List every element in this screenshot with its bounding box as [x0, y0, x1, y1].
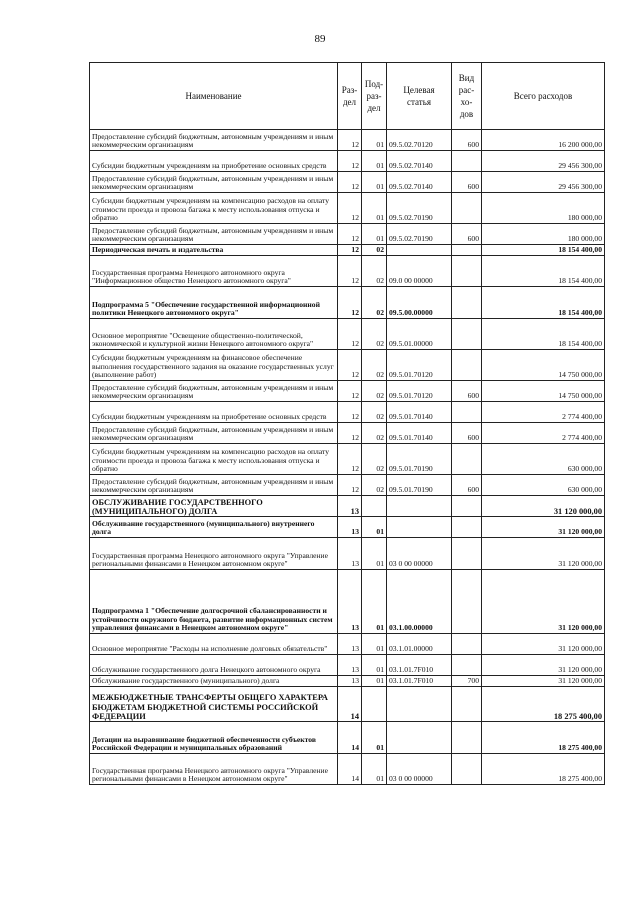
cell-total: 18 154 400,00 — [482, 256, 605, 287]
cell-total: 31 120 000,00 — [482, 517, 605, 538]
cell-vid — [452, 319, 482, 350]
cell-total: 29 456 300,00 — [482, 172, 605, 193]
cell-vid: 600 — [452, 130, 482, 151]
cell-article — [387, 517, 452, 538]
table-row — [90, 224, 605, 245]
cell-podrazdel: 01 — [362, 193, 387, 224]
cell-total: 630 000,00 — [482, 444, 605, 475]
cell-vid — [452, 350, 482, 381]
cell-name: Предоставление субсидий бюджетным, автономным учреждениям и иным некоммерческим организациям — [90, 423, 338, 444]
table-row — [90, 754, 605, 785]
cell-podrazdel: 02 — [362, 444, 387, 475]
table-row — [90, 538, 605, 570]
cell-article: 09.5.02.70190 — [387, 193, 452, 224]
cell-total: 180 000,00 — [482, 224, 605, 245]
cell-razdel: 12 — [338, 193, 362, 224]
cell-total: 18 154 400,00 — [482, 287, 605, 319]
table-row — [90, 193, 605, 224]
cell-podrazdel — [362, 687, 387, 722]
cell-razdel: 12 — [338, 256, 362, 287]
cell-razdel: 13 — [338, 496, 362, 517]
cell-total: 16 200 000,00 — [482, 130, 605, 151]
cell-article: 09.5.01.70140 — [387, 423, 452, 444]
cell-vid — [452, 444, 482, 475]
cell-razdel: 12 — [338, 224, 362, 245]
cell-name: Предоставление субсидий бюджетным, автономным учреждениям и иным некоммерческим организациям — [90, 130, 338, 151]
table-row — [90, 517, 605, 538]
table-header-row — [90, 63, 605, 130]
cell-podrazdel: 01 — [362, 754, 387, 785]
table-row — [90, 423, 605, 444]
cell-article: 09.5.02.70140 — [387, 172, 452, 193]
table-row — [90, 256, 605, 287]
cell-vid — [452, 634, 482, 655]
cell-vid — [452, 538, 482, 570]
cell-podrazdel: 01 — [362, 172, 387, 193]
cell-vid — [452, 287, 482, 319]
table-row — [90, 151, 605, 172]
cell-razdel: 12 — [338, 423, 362, 444]
cell-article: 09.5.01.70120 — [387, 350, 452, 381]
cell-vid — [452, 722, 482, 754]
table-row — [90, 496, 605, 517]
expenditure-table — [89, 62, 605, 785]
cell-name: Государственная программа Ненецкого автономного округа "Управление региональными финансами в Ненецком автономном округе" — [90, 754, 338, 785]
cell-podrazdel: 01 — [362, 722, 387, 754]
cell-name: Дотации на выравнивание бюджетной обеспеченности субъектов Российской Федерации и муниципальных образований — [90, 722, 338, 754]
table-row — [90, 172, 605, 193]
cell-razdel: 12 — [338, 444, 362, 475]
cell-article: 09.5.01.70120 — [387, 381, 452, 402]
cell-razdel: 13 — [338, 538, 362, 570]
header-article: Целевая статья — [387, 63, 452, 130]
cell-name: ОБСЛУЖИВАНИЕ ГОСУДАРСТВЕННОГО (МУНИЦИПАЛЬНОГО) ДОЛГА — [90, 496, 338, 517]
cell-podrazdel: 02 — [362, 402, 387, 423]
cell-total: 18 154 400,00 — [482, 319, 605, 350]
table-row — [90, 444, 605, 475]
cell-podrazdel: 02 — [362, 475, 387, 496]
cell-razdel: 14 — [338, 687, 362, 722]
cell-name: Обслуживание государственного долга Ненецкого автономного округа — [90, 655, 338, 676]
cell-razdel: 12 — [338, 402, 362, 423]
cell-total: 29 456 300,00 — [482, 151, 605, 172]
cell-name: Предоставление субсидий бюджетным, автономным учреждениям и иным некоммерческим организациям — [90, 172, 338, 193]
cell-article: 09.5.02.70140 — [387, 151, 452, 172]
cell-podrazdel: 01 — [362, 538, 387, 570]
cell-podrazdel: 02 — [362, 423, 387, 444]
table-row — [90, 570, 605, 634]
table-row — [90, 245, 605, 256]
cell-vid: 600 — [452, 172, 482, 193]
cell-razdel: 13 — [338, 676, 362, 687]
cell-razdel: 12 — [338, 475, 362, 496]
cell-article — [387, 687, 452, 722]
cell-name: Субсидии бюджетным учреждениям на приобретение основных средств — [90, 402, 338, 423]
cell-vid — [452, 151, 482, 172]
cell-name: Периодическая печать и издательства — [90, 245, 338, 256]
table-row — [90, 287, 605, 319]
cell-vid: 600 — [452, 423, 482, 444]
cell-total: 31 120 000,00 — [482, 676, 605, 687]
cell-name: Подпрограмма 5 "Обеспечение государственной информационной политики Ненецкого автономного округа" — [90, 287, 338, 319]
cell-vid — [452, 687, 482, 722]
header-vid: Вид рас- хо- дов — [452, 63, 482, 130]
header-razdel: Раз- дел — [338, 63, 362, 130]
cell-razdel: 13 — [338, 570, 362, 634]
cell-name: Основное мероприятие "Расходы на исполнение долговых обязательств" — [90, 634, 338, 655]
cell-name: Субсидии бюджетным учреждениям на компенсацию расходов на оплату стоимости проезда и провоза багажа к месту использования отпуска и обратно — [90, 444, 338, 475]
table-row — [90, 350, 605, 381]
cell-razdel: 12 — [338, 151, 362, 172]
cell-total: 18 275 400,00 — [482, 722, 605, 754]
table-row — [90, 655, 605, 676]
cell-name: МЕЖБЮДЖЕТНЫЕ ТРАНСФЕРТЫ ОБЩЕГО ХАРАКТЕРА БЮДЖЕТАМ БЮДЖЕТНОЙ СИСТЕМЫ РОССИЙСКОЙ ФЕДЕРАЦИИ — [90, 687, 338, 722]
cell-vid: 600 — [452, 224, 482, 245]
cell-total: 31 120 000,00 — [482, 538, 605, 570]
cell-podrazdel: 01 — [362, 655, 387, 676]
cell-vid — [452, 402, 482, 423]
cell-total: 2 774 400,00 — [482, 423, 605, 444]
cell-total: 31 120 000,00 — [482, 634, 605, 655]
cell-podrazdel: 01 — [362, 676, 387, 687]
cell-total: 14 750 000,00 — [482, 381, 605, 402]
header-name: Наименование — [90, 63, 338, 130]
cell-vid — [452, 245, 482, 256]
cell-name: Предоставление субсидий бюджетным, автономным учреждениям и иным некоммерческим организациям — [90, 475, 338, 496]
page-number: 89 — [314, 33, 326, 45]
cell-name: Обслуживание государственного (муниципального) долга — [90, 676, 338, 687]
cell-razdel: 12 — [338, 287, 362, 319]
cell-name: Предоставление субсидий бюджетным, автономным учреждениям и иным некоммерческим организациям — [90, 224, 338, 245]
cell-podrazdel: 01 — [362, 570, 387, 634]
cell-total: 2 774 400,00 — [482, 402, 605, 423]
cell-razdel: 12 — [338, 381, 362, 402]
cell-total: 18 275 400,00 — [482, 687, 605, 722]
cell-total: 180 000,00 — [482, 193, 605, 224]
cell-article: 09.5.01.70140 — [387, 402, 452, 423]
cell-podrazdel: 02 — [362, 350, 387, 381]
table-row — [90, 319, 605, 350]
cell-total: 31 120 000,00 — [482, 655, 605, 676]
table-row — [90, 130, 605, 151]
cell-name: Субсидии бюджетным учреждениям на финансовое обеспечение выполнения государственного задания на оказание государственных услуг (выполнение работ) — [90, 350, 338, 381]
cell-name: Обслуживание государственного (муниципального) внутреннего долга — [90, 517, 338, 538]
cell-article — [387, 245, 452, 256]
cell-razdel: 12 — [338, 319, 362, 350]
cell-razdel: 12 — [338, 172, 362, 193]
cell-article: 03 0 00 00000 — [387, 538, 452, 570]
cell-razdel: 12 — [338, 245, 362, 256]
header-total: Всего расходов — [482, 63, 605, 130]
cell-vid — [452, 570, 482, 634]
cell-vid — [452, 517, 482, 538]
cell-razdel: 13 — [338, 517, 362, 538]
table-row — [90, 402, 605, 423]
cell-podrazdel: 02 — [362, 256, 387, 287]
cell-razdel: 12 — [338, 130, 362, 151]
cell-vid: 600 — [452, 381, 482, 402]
cell-podrazdel: 02 — [362, 381, 387, 402]
cell-vid: 700 — [452, 676, 482, 687]
cell-article: 03.1.01.7F010 — [387, 676, 452, 687]
cell-vid — [452, 496, 482, 517]
cell-podrazdel: 01 — [362, 130, 387, 151]
cell-article — [387, 722, 452, 754]
cell-podrazdel: 01 — [362, 151, 387, 172]
cell-razdel: 14 — [338, 754, 362, 785]
cell-name: Подпрограмма 1 "Обеспечение долгосрочной сбалансированности и устойчивости окружного бюджета, развитие информационных систем управления финансами в Ненецком автономном округе" — [90, 570, 338, 634]
cell-name: Основное мероприятие "Освещение общественно-политической, экономической и культурной жизни Ненецкого автономного округа" — [90, 319, 338, 350]
cell-razdel: 13 — [338, 655, 362, 676]
header-podrazdel: Под- раз- дел — [362, 63, 387, 130]
cell-article — [387, 496, 452, 517]
cell-razdel: 14 — [338, 722, 362, 754]
cell-name: Субсидии бюджетным учреждениям на приобретение основных средств — [90, 151, 338, 172]
cell-article: 09.5.01.70190 — [387, 444, 452, 475]
cell-article: 09.5.00.00000 — [387, 287, 452, 319]
cell-podrazdel: 01 — [362, 634, 387, 655]
cell-name: Предоставление субсидий бюджетным, автономным учреждениям и иным некоммерческим организациям — [90, 381, 338, 402]
cell-vid — [452, 655, 482, 676]
table-row — [90, 634, 605, 655]
table-row — [90, 687, 605, 722]
cell-article: 03.1.01.7F010 — [387, 655, 452, 676]
cell-name: Государственная программа Ненецкого автономного округа "Управление региональными финансами в Ненецком автономном округе" — [90, 538, 338, 570]
cell-vid — [452, 193, 482, 224]
cell-vid — [452, 256, 482, 287]
cell-article: 09.5.02.70190 — [387, 224, 452, 245]
cell-podrazdel: 02 — [362, 319, 387, 350]
cell-article: 09.5.01.00000 — [387, 319, 452, 350]
cell-podrazdel: 01 — [362, 517, 387, 538]
cell-podrazdel: 02 — [362, 287, 387, 319]
cell-total: 14 750 000,00 — [482, 350, 605, 381]
cell-article: 03 0 00 00000 — [387, 754, 452, 785]
cell-vid — [452, 754, 482, 785]
cell-total: 31 120 000,00 — [482, 496, 605, 517]
cell-vid: 600 — [452, 475, 482, 496]
cell-podrazdel — [362, 496, 387, 517]
cell-article: 03.1.00.00000 — [387, 570, 452, 634]
cell-total: 31 120 000,00 — [482, 570, 605, 634]
cell-total: 630 000,00 — [482, 475, 605, 496]
cell-total: 18 154 400,00 — [482, 245, 605, 256]
cell-article: 09.0 00 00000 — [387, 256, 452, 287]
cell-total: 18 275 400,00 — [482, 754, 605, 785]
cell-name: Субсидии бюджетным учреждениям на компенсацию расходов на оплату стоимости проезда и провоза багажа к месту использования отпуска и обратно — [90, 193, 338, 224]
cell-article: 09.5.01.70190 — [387, 475, 452, 496]
cell-podrazdel: 02 — [362, 245, 387, 256]
cell-razdel: 12 — [338, 350, 362, 381]
cell-razdel: 13 — [338, 634, 362, 655]
cell-article: 09.5.02.70120 — [387, 130, 452, 151]
cell-article: 03.1.01.00000 — [387, 634, 452, 655]
table-row — [90, 475, 605, 496]
cell-podrazdel: 01 — [362, 224, 387, 245]
cell-name: Государственная программа Ненецкого автономного округа "Информационное общество Ненецкого автономного округа" — [90, 256, 338, 287]
table-row — [90, 381, 605, 402]
table-row — [90, 722, 605, 754]
table-row — [90, 676, 605, 687]
